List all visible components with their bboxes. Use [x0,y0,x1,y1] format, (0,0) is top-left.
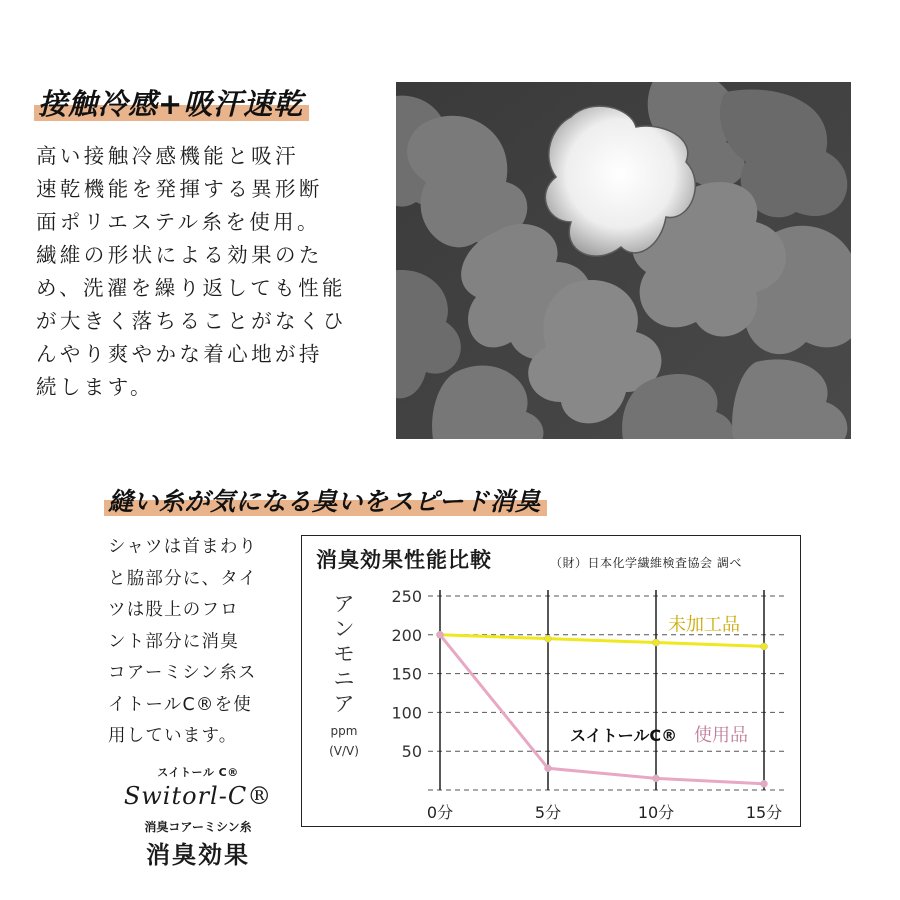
section1-body-line: が大きく落ちることがなくひ [36,309,347,333]
section1-body-line: 速乾機能を発揮する異形断 [36,177,323,201]
section2-body-line: と脇部分に、タイ [108,568,258,589]
y-tick-label: 250 [391,587,422,606]
logo-katakana: スイトール C® [157,766,239,779]
data-point [545,635,552,642]
data-point [761,643,768,650]
section2-body-line: ツは股上のフロ [108,600,239,620]
section2-body-line: 用しています。 [108,726,238,746]
chart-title: 消臭効果性能比較 [316,548,492,572]
section2-body-line: コアーミシン糸ス [108,663,257,683]
y-axis-label [326,592,362,761]
section2-heading: 縫い糸が気になる臭いをスピード消臭 [108,482,541,518]
deodorant-chart [301,535,801,827]
logo-thread-label: 消臭コアーミシン糸 [144,820,252,834]
section2-body [108,532,257,753]
y-tick-label: 50 [401,742,422,762]
section1-body-line: 続します。 [36,375,154,399]
data-point [761,780,768,787]
y-tick-label: 200 [391,625,422,645]
section2-body-line: ント部分に消臭 [108,631,239,652]
data-point [437,631,444,638]
data-point [545,765,552,772]
y-axis-unit-vv: (V/V) [329,744,359,758]
section1-body-line: め、洗濯を繰り返しても性能 [36,276,346,300]
series-line-1 [440,635,764,784]
section1-body-line: んやり爽やかな着心地が持 [36,342,323,366]
logo-effect-label: 消臭効果 [146,841,250,869]
chart-plot [302,536,800,826]
y-tick-label: 150 [391,664,422,684]
section1-body-line: 面ポリエステル糸を使用。 [36,210,321,234]
y-axis-unit-ppm: ppm [330,724,358,738]
series-line-0 [440,635,764,647]
x-tick-label: 10分 [637,803,675,822]
data-point [653,775,660,782]
y-axis-label-main: ア ン モ ニ ア [333,592,355,716]
section2-body-line: イトールC®を使 [108,694,252,715]
y-tick-label: 100 [391,703,422,723]
series-label-untreated: 未加工品 [668,614,740,636]
section1-body-line: 繊維の形状による効果のた [36,243,323,267]
chart-source: （財）日本化学繊維検査協会 調べ [550,556,742,570]
switorl-c-logo [118,764,278,870]
logo-script: Switorl-C® [123,782,273,810]
section1-body [36,140,356,404]
fiber-cross-section-image [396,82,851,439]
x-tick-label: 15分 [745,803,783,822]
data-point [653,639,660,646]
section1-heading: 接触冷感+吸汗速乾 [38,82,303,123]
x-tick-label: 0分 [426,803,454,822]
x-tick-label: 5分 [534,803,562,822]
series-label-treated-brand: スイトールC® [570,726,678,745]
section1-body-line: 高い接触冷感機能と吸汗 [36,144,299,168]
section2-body-line: シャツは首まわり [108,537,258,557]
series-label-treated-suffix: 使用品 [694,725,748,746]
